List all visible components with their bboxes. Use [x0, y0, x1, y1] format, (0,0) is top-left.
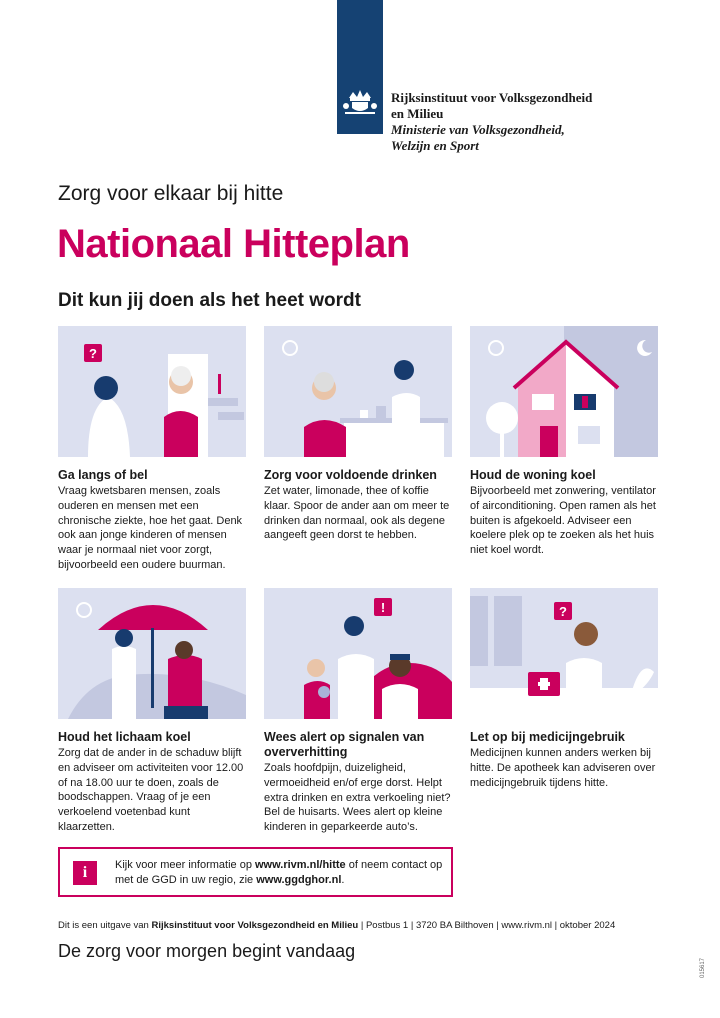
card-alert [264, 588, 452, 835]
shade-illustration [58, 588, 246, 719]
svg-text:?: ? [559, 604, 567, 619]
publisher-line [58, 920, 615, 931]
card-text: Zet water, limonade, thee of koffie klaar. Spoor de ander aan om meer te drinken dan normaal, ook als degene aangeeft geen dorst te hebben. [264, 485, 450, 542]
house-illustration [470, 326, 658, 457]
publisher-details: | Postbus 1 | 3720 BA Bilthoven | www.rivm.nl | oktober 2024 [358, 920, 616, 931]
card-text: Vraag kwetsbaren mensen, zoals ouderen en mensen met een chronische ziekte, hoe het gaat. Denk ook aan jonge kinderen of mensen waar je normaal niet voor zorgt, bijvoorbeeld een oudere buurman. [58, 485, 243, 571]
info-text [115, 858, 445, 888]
rijksoverheid-logo [337, 0, 383, 134]
link-rivm-hitte[interactable]: www.rivm.nl/hitte [255, 859, 346, 871]
doctor-illustration [264, 588, 452, 719]
publisher-prefix: Dit is een uitgave van [58, 920, 152, 931]
visit-illustration [58, 326, 246, 457]
svg-text:!: ! [380, 600, 386, 615]
info-text-2: of neem contact op met de GGD in uw regio, zie [115, 859, 443, 886]
subtitle: Zorg voor elkaar bij hitte [58, 182, 284, 205]
publisher-org: Rijksinstituut voor Volksgezondheid en Milieu [151, 920, 359, 931]
card-woning [470, 326, 658, 558]
org-line-2: en Milieu [391, 106, 444, 121]
card-text: Zorg dat de ander in de schaduw blijft en adviseer om activiteiten voor 12.00 of na 18.00 uur te doen, zoals de boodschappen. Vraag of je een verkoelend voetenbad kunt klaarzetten. [58, 747, 244, 833]
card-title: Zorg voor voldoende drinken [264, 468, 437, 482]
tagline: De zorg voor morgen begint vandaag [58, 941, 356, 961]
card-text: Zoals hoofdpijn, duizeligheid, vermoeidheid en/of erge dorst. Helpt extra drinken en extra verkoeling niet? Bel de huisarts. Wees alert op kleine kinderen in geparkeerde auto’s. [264, 762, 451, 834]
ministry-line-2: Welzijn en Sport [391, 138, 479, 153]
card-drinken [264, 326, 452, 543]
lead-heading: Dit kun jij doen als het heet wordt [58, 290, 361, 311]
info-box [58, 847, 453, 897]
card-medicijn [470, 588, 658, 790]
page-title: Nationaal Hitteplan [57, 222, 410, 266]
info-text-1: Kijk voor meer informatie op [115, 859, 255, 871]
info-icon: i [73, 861, 97, 885]
organisation-name [391, 90, 592, 154]
card-text: Bijvoorbeeld met zonwering, ventilator of airconditioning. Open ramen als het buiten is afgekoeld. Adviseer een koelere plek op te zoeken als het huis niet koel wordt. [470, 485, 656, 557]
card-title: Ga langs of bel [58, 468, 148, 482]
svg-text:?: ? [89, 346, 97, 361]
ministry-line-1: Ministerie van Volksgezondheid, [391, 122, 565, 137]
document-code: 015617 [700, 957, 706, 978]
org-line-1: Rijksinstituut voor Volksgezondheid [391, 90, 593, 105]
card-text: Medicijnen kunnen anders werken bij hitte. De apotheek kan adviseren over medicijngebruik tijdens hitte. [470, 747, 656, 789]
info-text-3: . [341, 874, 345, 886]
card-lichaam [58, 588, 246, 835]
card-title: Houd het lichaam koel [58, 730, 191, 744]
link-ggdghor[interactable]: www.ggdghor.nl [256, 874, 342, 886]
card-ga-langs [58, 326, 246, 573]
card-title: Let op bij medicijngebruik [470, 730, 625, 744]
crest-icon [341, 88, 379, 116]
card-title: Houd de woning koel [470, 468, 596, 482]
card-title: Wees alert op signalen van oververhitting [264, 730, 425, 759]
drinking-illustration [264, 326, 452, 457]
medication-illustration [470, 588, 658, 719]
